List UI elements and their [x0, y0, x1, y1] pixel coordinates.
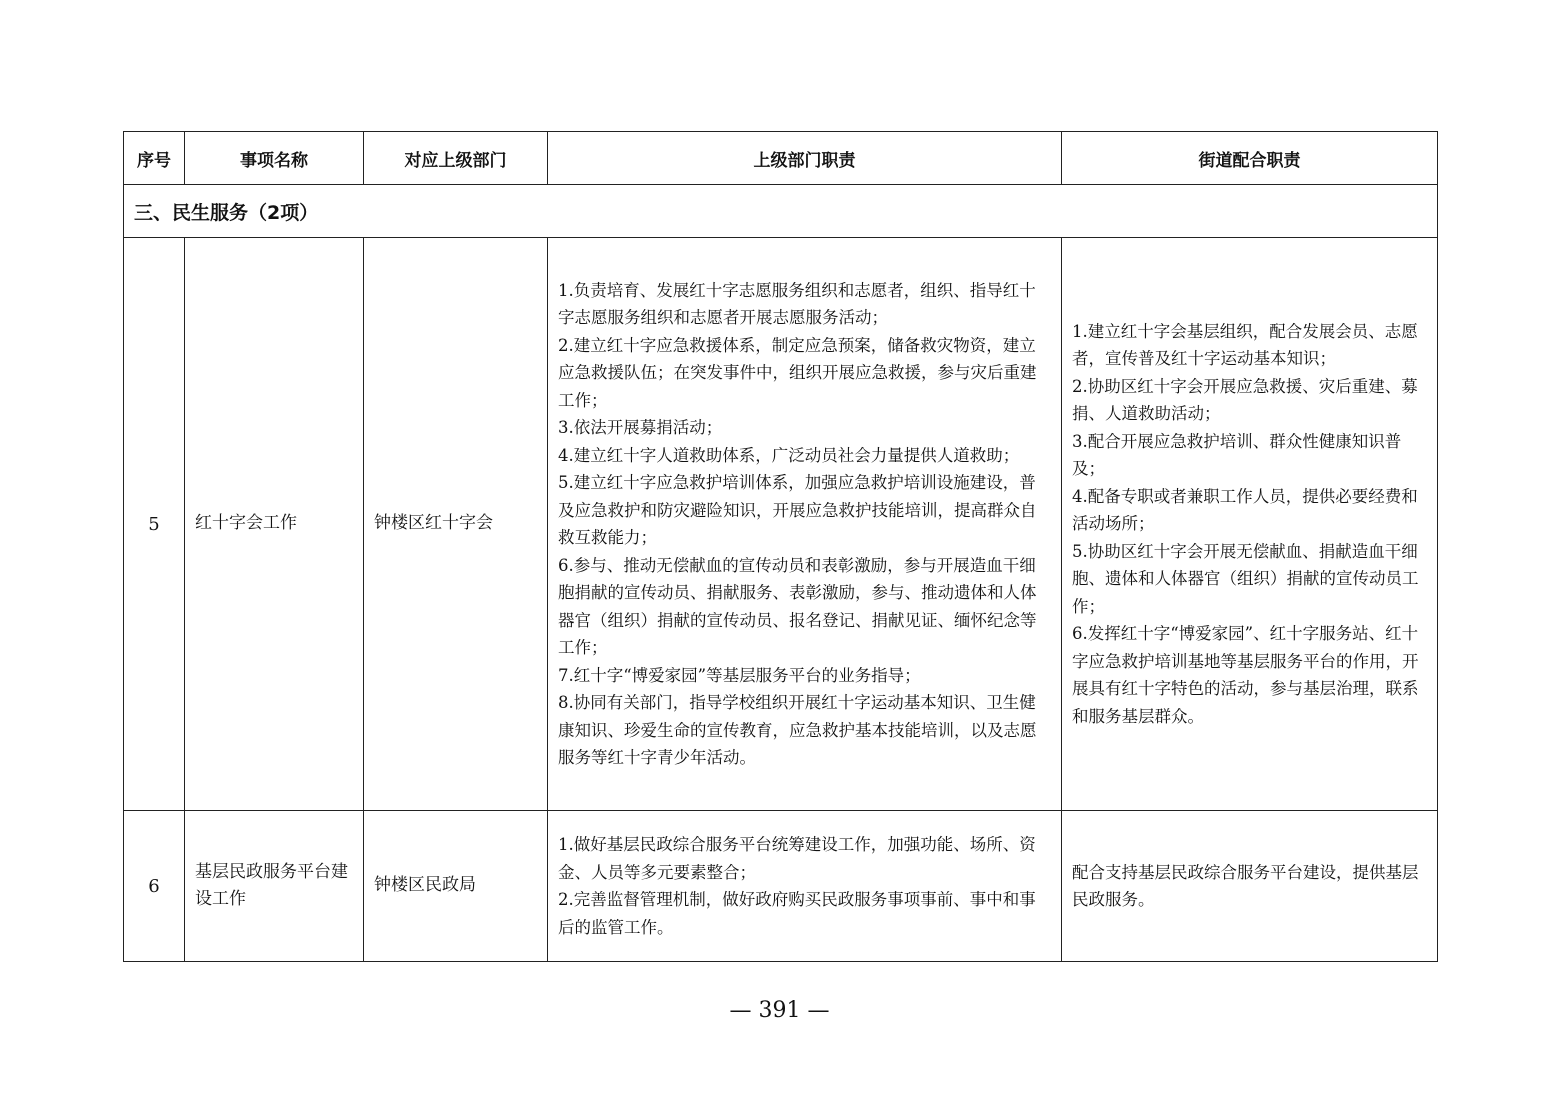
coop-item: 4.配备专职或者兼职工作人员，提供必要经费和活动场所；	[1072, 486, 1418, 534]
superior-dept: 钟楼区民政局	[364, 811, 548, 962]
coop-item: 3.配合开展应急救护培训、群众性健康知识普及；	[1072, 431, 1402, 479]
header-superior-dept: 对应上级部门	[364, 132, 548, 185]
item-name: 红十字会工作	[185, 238, 364, 811]
street-coop-cell	[1062, 811, 1438, 962]
duty-item: 1.做好基层民政综合服务平台统筹建设工作，加强功能、场所、资金、人员等多元要素整合；	[558, 835, 1036, 882]
coop-item: 配合支持基层民政综合服务平台建设，提供基层民政服务。	[1072, 862, 1419, 909]
row-number: 5	[124, 238, 185, 811]
section-row	[124, 185, 1438, 238]
row-number: 6	[124, 811, 185, 962]
duty-item: 2.建立红十字应急救援体系，制定应急预案，储备救灾物资，建立应急救援队伍；在突发事件中，组织开展应急救援，参与灾后重建工作；	[558, 335, 1037, 410]
coop-item: 6.发挥红十字“博爱家园”、红十字服务站、红十字应急救护培训基地等基层服务平台的作用，开展具有红十字特色的活动，参与基层治理，联系和服务基层群众。	[1072, 624, 1419, 726]
header-num: 序号	[124, 132, 185, 185]
duty-item: 7.红十字“博爱家园”等基层服务平台的业务指导；	[558, 665, 921, 685]
duty-item: 1.负责培育、发展红十字志愿服务组织和志愿者，组织、指导红十字志愿服务组织和志愿者开展志愿服务活动；	[558, 280, 1036, 327]
duty-item: 5.建立红十字应急救护培训体系，加强应急救护培训设施建设，普及应急救护和防灾避险知识，开展应急救护技能培训，提高群众自救互救能力；	[558, 473, 1037, 547]
superior-duty-cell	[548, 811, 1062, 962]
header-street-coop: 街道配合职责	[1062, 132, 1438, 185]
item-name: 基层民政服务平台建设工作	[185, 811, 364, 962]
section-title: 三、民生服务（2项）	[124, 185, 1438, 238]
coop-item: 2.协助区红十字会开展应急救援、灾后重建、募捐、人道救助活动；	[1072, 376, 1418, 424]
duty-item: 4.建立红十字人道救助体系，广泛动员社会力量提供人道救助；	[558, 445, 1020, 465]
duty-item: 2.完善监督管理机制，做好政府购买民政服务事项事前、事中和事后的监管工作。	[558, 890, 1036, 937]
header-item-name: 事项名称	[185, 132, 364, 185]
duty-table	[123, 131, 1438, 962]
coop-item: 1.建立红十字会基层组织，配合发展会员、志愿者，宣传普及红十字运动基本知识；	[1072, 321, 1418, 369]
street-coop-cell	[1062, 238, 1438, 811]
header-row	[124, 132, 1438, 185]
page-number: — 391 —	[729, 998, 830, 1023]
duty-item: 8.协同有关部门，指导学校组织开展红十字运动基本知识、卫生健康知识、珍爱生命的宣传教育，应急救护基本技能培训，以及志愿服务等红十字青少年活动。	[558, 693, 1037, 767]
superior-duty-cell	[548, 238, 1062, 811]
duty-item: 3.依法开展募捐活动；	[558, 418, 723, 437]
duty-item: 6.参与、推动无偿献血的宣传动员和表彰激励，参与开展造血干细胞捐献的宣传动员、捐献服务、表彰激励，参与、推动遗体和人体器官（组织）捐献的宣传动员、报名登记、捐献见证、缅怀纪念等工作；	[558, 555, 1037, 657]
table-row	[124, 811, 1438, 962]
superior-dept: 钟楼区红十字会	[364, 238, 548, 811]
coop-item: 5.协助区红十字会开展无偿献血、捐献造血干细胞、遗体和人体器官（组织）捐献的宣传动员工作；	[1072, 541, 1419, 616]
table-row	[124, 238, 1438, 811]
header-superior-duty: 上级部门职责	[548, 132, 1062, 185]
